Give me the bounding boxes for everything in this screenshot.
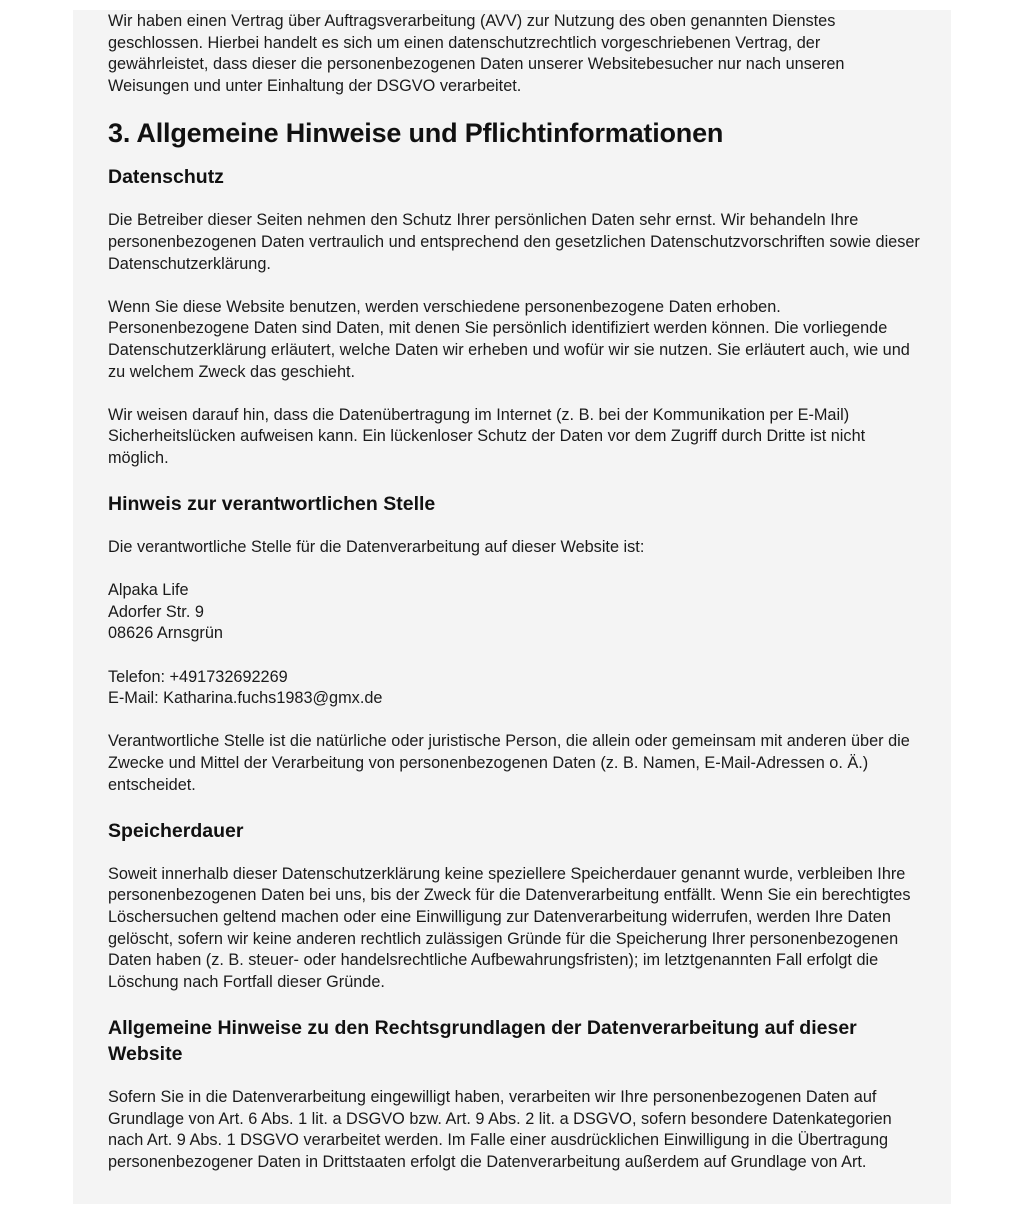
section-3-heading: 3. Allgemeine Hinweise und Pflichtinformationen xyxy=(108,118,724,149)
datenschutz-paragraph-2: Wenn Sie diese Website benutzen, werden verschiedene personenbezogene Daten erhoben. Personenbezogene Daten sind Daten, mit denen Sie persönlich identifiziert werden können. Die vorliegende Datenschutzerklärung erläutert, welche Daten wir erheben und wofür wir sie nutzen. Sie erläutert auch, wie und zu welchem Zweck das geschieht. xyxy=(108,297,910,381)
privacy-policy-content xyxy=(73,10,951,1204)
address-block xyxy=(108,580,920,645)
verantwortliche-stelle-intro: Die verantwortliche Stelle für die Datenverarbeitung auf dieser Website ist: xyxy=(108,538,645,557)
company-name: Alpaka Life xyxy=(108,581,189,600)
datenschutz-paragraph-1: Die Betreiber dieser Seiten nehmen den Schutz Ihrer persönlichen Daten sehr ernst. Wir behandeln Ihre personenbezogenen Daten vertraulich und entsprechend den gesetzlichen Datenschutzvorschriften sowie dieser Datenschutzerklärung. xyxy=(108,211,920,273)
street-address: Adorfer Str. 9 xyxy=(108,602,204,621)
privacy-policy-text xyxy=(108,11,920,1173)
contact-block xyxy=(108,667,920,710)
datenschutz-paragraph-3: Wir weisen darauf hin, dass die Datenübertragung im Internet (z. B. bei der Kommunikation per E-Mail) Sicherheitslücken aufweisen kann. Ein lückenloser Schutz der Daten vor dem Zugriff durch Dritte ist nicht möglich. xyxy=(108,405,866,467)
postal-city: 08626 Arnsgrün xyxy=(108,624,223,643)
email-address: E-Mail: Katharina.fuchs1983@gmx.de xyxy=(108,689,383,708)
speicherdauer-paragraph: Soweit innerhalb dieser Datenschutzerklärung keine speziellere Speicherdauer genannt wurde, verbleiben Ihre personenbezogenen Daten bei uns, bis der Zweck für die Datenverarbeitung entfällt. Wenn Sie ein berechtigtes Löschersuchen geltend machen oder eine Einwilligung zur Datenverarbeitung widerrufen, werden Ihre Daten gelöscht, sofern wir keine anderen rechtlich zulässigen Gründe für die Speicherung Ihrer personenbezogenen Daten haben (z. B. steuer- oder handelsrechtliche Aufbewahrungsfristen); im letztgenannten Fall erfolgt die Löschung nach Fortfall dieser Gründe. xyxy=(108,864,911,991)
datenschutz-heading: Datenschutz xyxy=(108,166,224,189)
avv-paragraph: Wir haben einen Vertrag über Auftragsverarbeitung (AVV) zur Nutzung des oben genannten Dienstes geschlossen. Hierbei handelt es sich um einen datenschutzrechtlich vorgeschriebenen Vertrag, der gewährleistet, dass dieser die personenbezogenen Daten unserer Websitebesucher nur nach unseren Weisungen und unter Einhaltung der DSGVO verarbeitet. xyxy=(108,12,845,95)
speicherdauer-heading: Speicherdauer xyxy=(108,819,244,842)
verantwortliche-stelle-heading: Hinweis zur verantwortlichen Stelle xyxy=(108,493,436,516)
phone-number: Telefon: +491732692269 xyxy=(108,667,288,686)
rechtsgrundlagen-paragraph: Sofern Sie in die Datenverarbeitung eingewilligt haben, verarbeiten wir Ihre personenbezogenen Daten auf Grundlage von Art. 6 Abs. 1 lit. a DSGVO bzw. Art. 9 Abs. 2 lit. a DSGVO, sofern besondere Datenkategorien nach Art. 9 Abs. 1 DSGVO verarbeitet werden. Im Falle einer ausdrücklichen Einwilligung in die Übertragung personenbezogener Daten in Drittstaaten erfolgt die Datenverarbeitung außerdem auf Grundlage von Art. xyxy=(108,1087,892,1171)
rechtsgrundlagen-heading: Allgemeine Hinweise zu den Rechtsgrundlagen der Datenverarbeitung auf dieser Website xyxy=(108,1016,857,1065)
verantwortliche-stelle-definition: Verantwortliche Stelle ist die natürliche oder juristische Person, die allein oder gemeinsam mit anderen über die Zwecke und Mittel der Verarbeitung von personenbezogenen Daten (z. B. Namen, E-Mail-Adressen o. Ä.) entscheidet. xyxy=(108,732,910,794)
